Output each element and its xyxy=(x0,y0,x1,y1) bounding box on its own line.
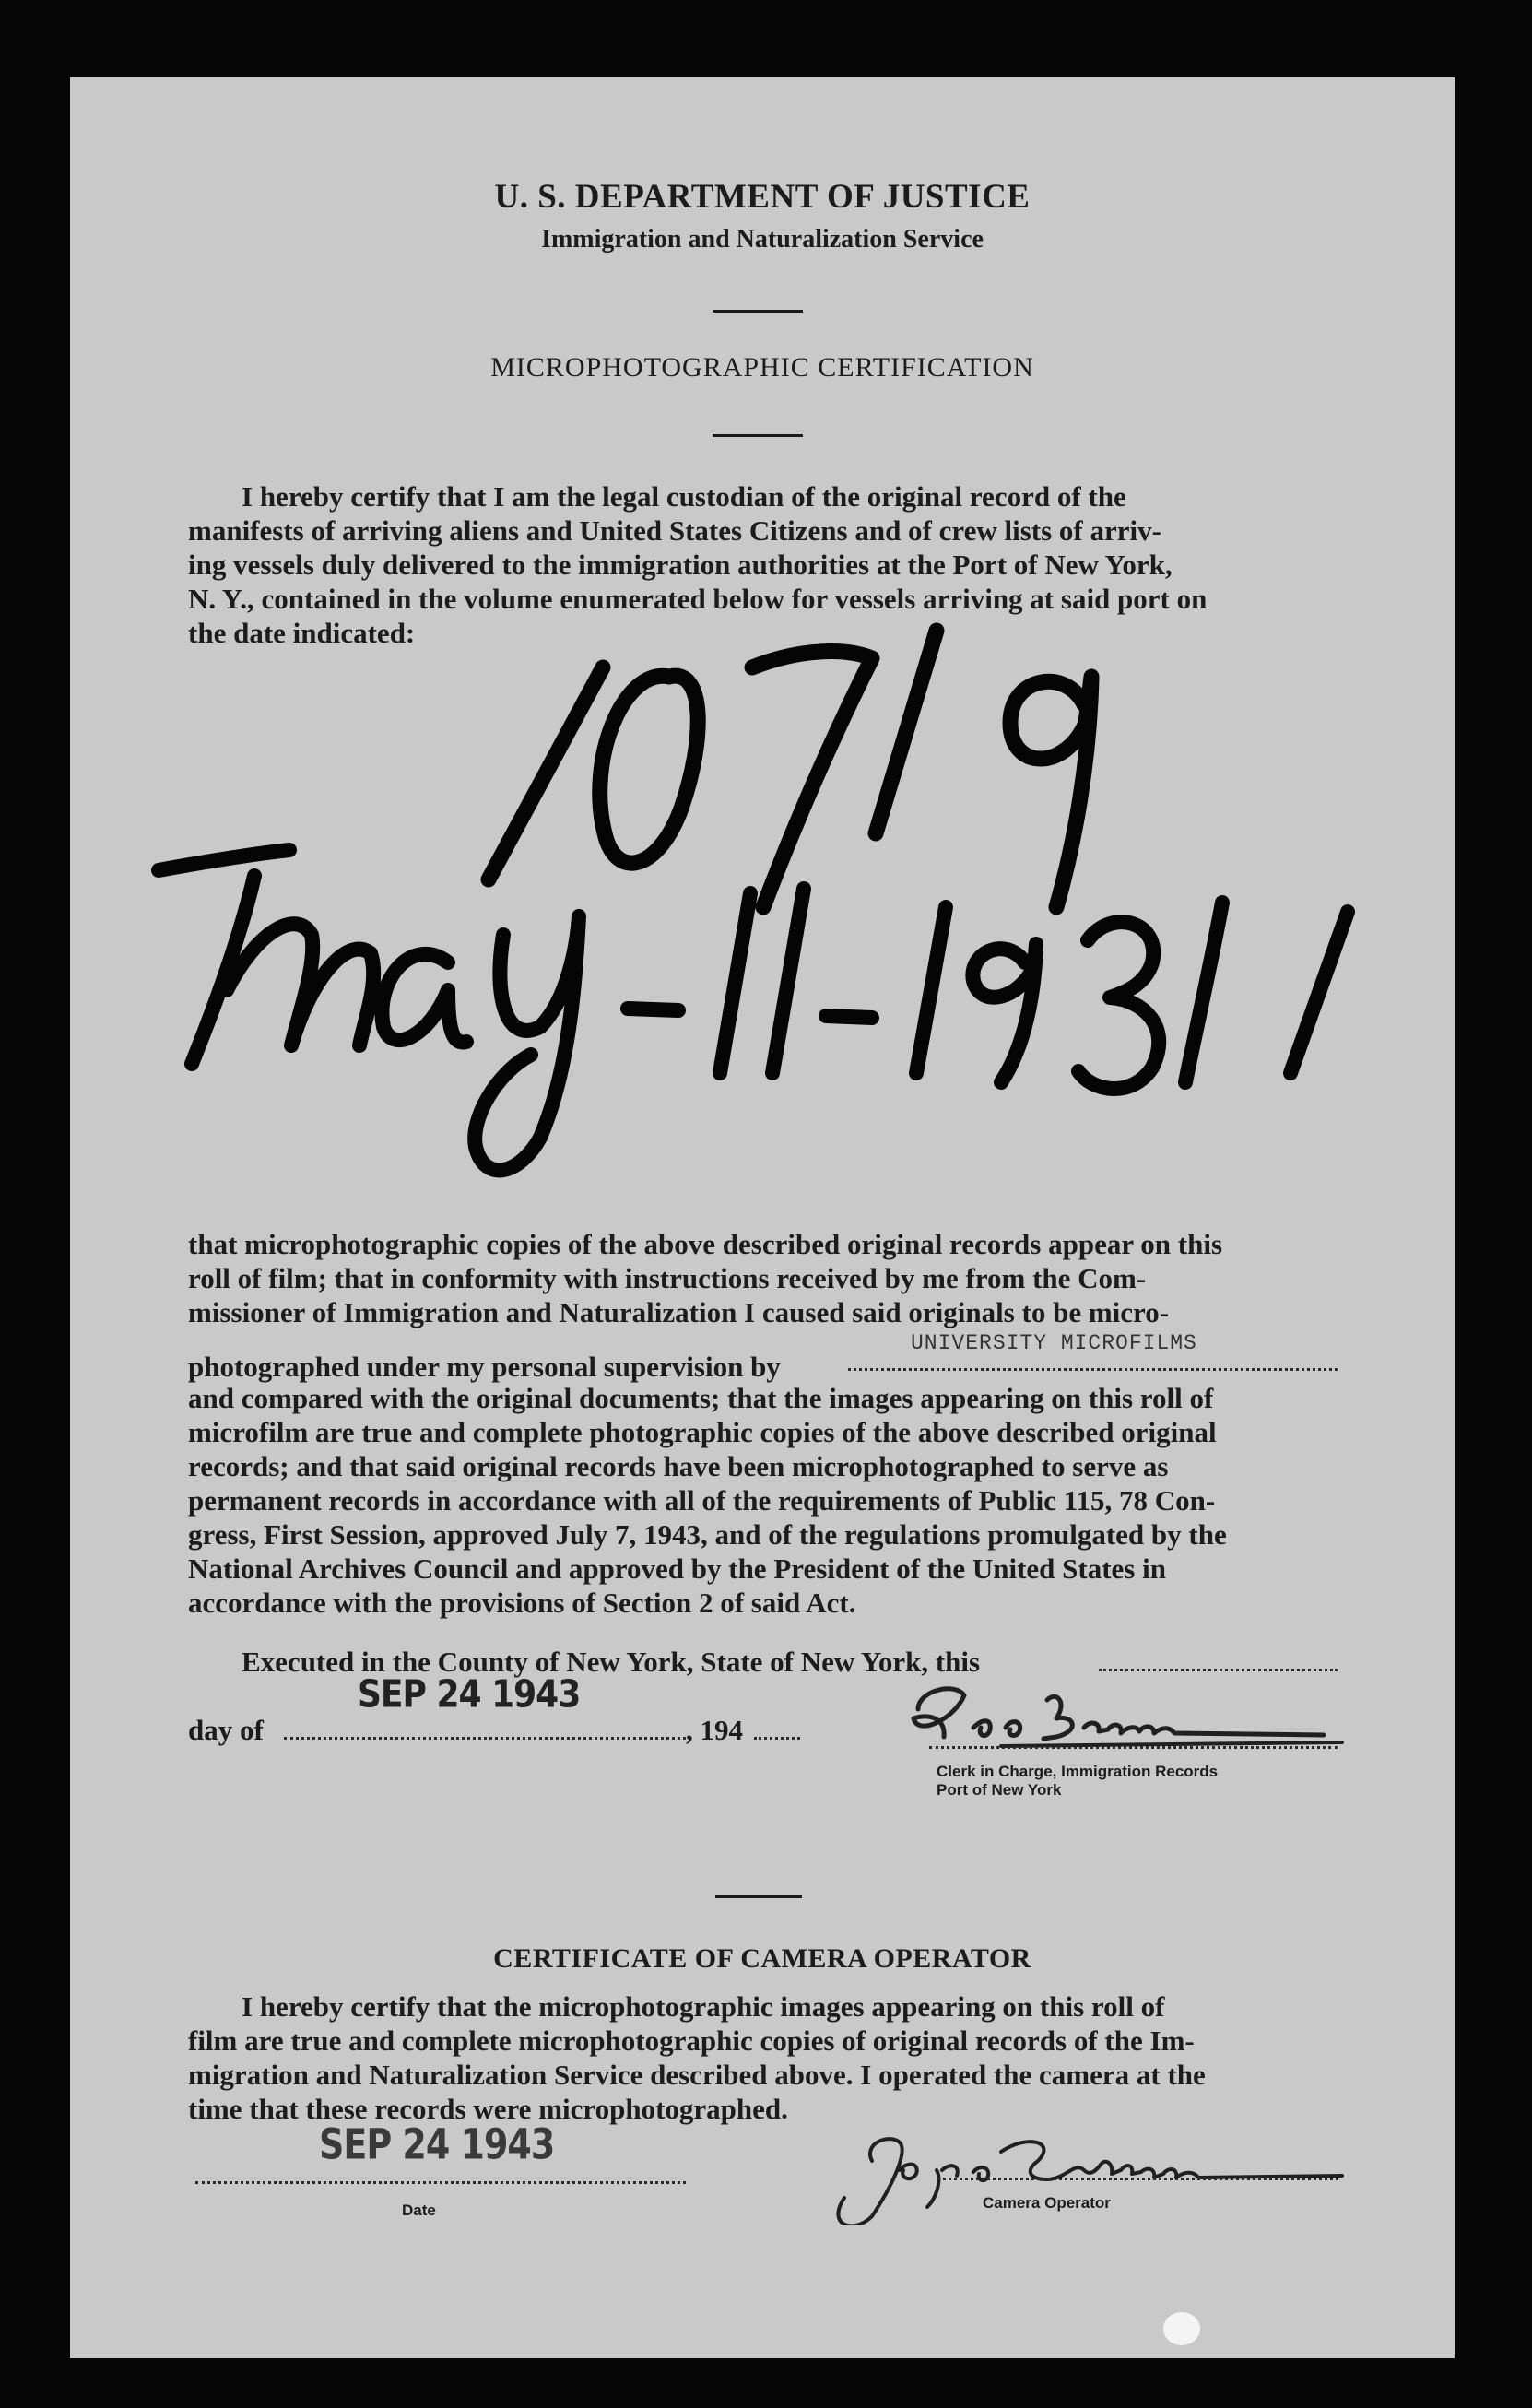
clerk-title xyxy=(937,1763,1218,1800)
executed-text: Executed in the County of New York, State of New York, this xyxy=(242,1646,981,1678)
camera-line: time that these records were microphotographed. xyxy=(188,2093,788,2125)
clerk-title-line: Port of New York xyxy=(937,1781,1062,1799)
body-line: gress, First Session, approved July 7, 1943, and of the regulations promulgated by the xyxy=(188,1518,1227,1551)
body-line: accordance with the provisions of Section 2 of said Act. xyxy=(188,1587,856,1619)
clerk-title-line: Clerk in Charge, Immigration Records xyxy=(937,1763,1219,1780)
handwritten-volume-and-date xyxy=(70,77,1455,1368)
intro-line: the date indicated: xyxy=(188,617,416,649)
year-suffix: , 194 xyxy=(686,1714,743,1746)
scan-edge-mark xyxy=(1163,2312,1200,2345)
certification-title: MICROPHOTOGRAPHIC CERTIFICATION xyxy=(490,352,1034,383)
clerk-signature-line xyxy=(929,1746,1338,1749)
body-paragraph xyxy=(188,1227,1338,1329)
camera-operator-label: Camera Operator xyxy=(983,2194,1111,2212)
camera-operator-heading: CERTIFICATE OF CAMERA OPERATOR xyxy=(493,1943,1031,1974)
body-line: microfilm are true and complete photographic copies of the above described original xyxy=(188,1416,1217,1448)
intro-line: manifests of arriving aliens and United States Citizens and of crew lists of arriv- xyxy=(188,514,1161,547)
service-subheading: Immigration and Naturalization Service xyxy=(541,225,984,254)
camera-date-stamp: SEP 24 1943 xyxy=(319,2119,555,2169)
intro-line: N. Y., contained in the volume enumerated below for vessels arriving at said port on xyxy=(188,583,1208,615)
department-heading: U. S. DEPARTMENT OF JUSTICE xyxy=(494,178,1031,216)
year-dotted-line xyxy=(754,1737,800,1740)
body-line: permanent records in accordance with all of the requirements of Public 115, 78 Con- xyxy=(188,1484,1216,1517)
intro-line: ing vessels duly delivered to the immigration authorities at the Port of New York, xyxy=(188,549,1173,581)
body-line: and compared with the original documents; that the images appearing on this roll of xyxy=(188,1382,1214,1414)
day-dotted-line xyxy=(284,1737,686,1740)
divider xyxy=(715,1895,802,1898)
intro-line: I hereby certify that I am the legal custodian of the original record of the xyxy=(242,480,1126,513)
camera-operator-dotted-line xyxy=(937,2178,1338,2180)
body-line: National Archives Council and approved by the President of the United States in xyxy=(188,1552,1166,1585)
body-line: records; and that said original records have been microphotographed to serve as xyxy=(188,1450,1169,1482)
date-dotted-line xyxy=(195,2181,686,2184)
camera-line: migration and Naturalization Service described above. I operated the camera at the xyxy=(188,2059,1206,2091)
typed-company-name: UNIVERSITY MICROFILMS xyxy=(911,1331,1197,1355)
camera-line: I hereby certify that the microphotographic images appearing on this roll of xyxy=(242,1990,1165,2023)
body-line: roll of film; that in conformity with instructions received by me from the Com- xyxy=(188,1262,1147,1294)
body-paragraph-2 xyxy=(188,1381,1338,1620)
day-of-line xyxy=(188,1713,465,1747)
date-label: Date xyxy=(402,2201,436,2219)
supervision-prefix: photographed under my personal supervision by xyxy=(188,1351,781,1383)
execution-date-stamp: SEP 24 1943 xyxy=(358,1672,581,1717)
day-of-label: day of xyxy=(188,1714,264,1746)
certificate-sheet xyxy=(70,77,1455,2358)
year-line xyxy=(686,1713,796,1747)
body-line: missioner of Immigration and Naturalization I caused said originals to be micro- xyxy=(188,1296,1170,1328)
supervision-dotted-line xyxy=(848,1368,1338,1371)
camera-line: film are true and complete microphotographic copies of original records of the Im- xyxy=(188,2024,1195,2057)
body-line: that microphotographic copies of the above described original records appear on this xyxy=(188,1228,1223,1260)
